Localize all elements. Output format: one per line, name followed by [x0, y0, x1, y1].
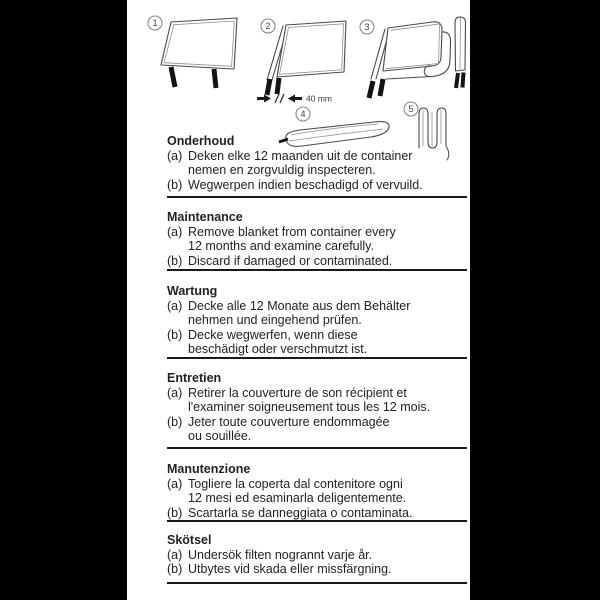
item-marker: (a) [167, 298, 183, 313]
item-text [188, 477, 469, 506]
item-marker: (b) [167, 253, 183, 268]
figure-1-unfolded-blanket [145, 12, 245, 97]
item-marker: (b) [167, 327, 183, 342]
section-maintenance [167, 210, 469, 271]
instruction-item [167, 178, 469, 193]
item-text [188, 254, 469, 269]
sheet-content [127, 0, 470, 600]
item-marker: (b) [167, 177, 183, 192]
step-4-number: 4 [300, 109, 306, 119]
item-marker: (b) [167, 562, 183, 577]
blanket-strap-icon [267, 79, 270, 95]
instruction-item [167, 506, 469, 521]
item-text [188, 386, 469, 415]
section-heading: Maintenance [167, 210, 243, 224]
blanket-strap-icon [380, 79, 383, 96]
text-line: Decke alle 12 Monate aus dem Behälter [188, 298, 411, 313]
blanket-strap-icon [456, 73, 458, 88]
section-divider [167, 196, 467, 199]
instruction-item [167, 562, 469, 577]
step-1-number: 1 [152, 18, 158, 28]
step-2-number: 2 [265, 21, 271, 31]
instruction-item [167, 225, 469, 254]
instruction-item [167, 149, 469, 178]
text-line: nemen en zorgvuldig inspecteren. [188, 163, 376, 178]
instruction-item [167, 415, 469, 444]
section-onderhoud [167, 134, 469, 198]
instruction-item [167, 386, 469, 415]
text-line: Togliere la coperta dal contenitore ogni [188, 476, 403, 491]
text-line: 12 mesi ed esaminarla deligentemente. [188, 491, 407, 506]
instruction-item [167, 477, 469, 506]
fold-dimension-label: 40 mm [306, 93, 332, 104]
section-wartung [167, 284, 469, 359]
text-line: Utbytes vid skada eller missfärgning. [188, 562, 392, 577]
text-line: Scartarla se danneggiata o contaminata. [188, 505, 413, 520]
roll-tuck-line [424, 66, 432, 77]
section-heading: Manutenzione [167, 462, 251, 476]
section-heading: Onderhoud [167, 134, 235, 148]
item-marker: (a) [167, 224, 183, 239]
instruction-item [167, 254, 469, 269]
text-line: Jeter toute couverture endommagée [188, 414, 390, 429]
step-5-number: 5 [408, 104, 414, 114]
section-divider [167, 357, 467, 360]
section-entretien [167, 371, 469, 449]
item-marker: (b) [167, 505, 183, 520]
text-line: Discard if damaged or contaminated. [188, 253, 393, 268]
item-marker: (a) [167, 476, 183, 491]
text-line: Deken elke 12 maanden uit de container [188, 148, 413, 163]
item-marker: (a) [167, 547, 183, 562]
item-text [188, 149, 469, 178]
item-text [188, 299, 469, 328]
text-line: nehmen und eingehend prüfen. [188, 313, 362, 328]
text-line: Decke wegwerfen, wenn diese [188, 327, 358, 342]
figure-3-rolling-blanket [358, 12, 470, 104]
instruction-item [167, 548, 469, 563]
text-line: ou souillée. [188, 429, 252, 444]
section-divider [167, 269, 467, 272]
section-skotsel [167, 533, 469, 584]
blanket-strap-icon [463, 73, 464, 88]
item-text [188, 548, 469, 563]
blanket-outline-icon [161, 18, 237, 69]
right-black-bar [470, 0, 600, 600]
item-text [188, 415, 469, 444]
item-text [188, 328, 469, 357]
section-heading: Wartung [167, 284, 218, 298]
section-divider [167, 447, 467, 450]
instruction-item [167, 328, 469, 357]
text-line: l'examiner soigneusement tous les 12 mois. [188, 400, 431, 415]
item-text [188, 562, 469, 577]
blanket-strap-icon [369, 81, 373, 98]
folded-blanket-outline-icon [277, 21, 346, 77]
section-heading: Skötsel [167, 533, 212, 547]
blanket-strap-icon [171, 67, 175, 87]
item-marker: (b) [167, 414, 183, 429]
instruction-item [167, 299, 469, 328]
item-text [188, 506, 469, 521]
item-marker: (a) [167, 148, 183, 163]
section-divider [167, 582, 467, 585]
text-line: Undersök filten nogrannt varje år. [188, 547, 373, 562]
text-line: Wegwerpen indien beschadigd of vervuild. [188, 177, 423, 192]
blanket-strap-icon [214, 69, 216, 88]
text-line: Remove blanket from container every [188, 224, 396, 239]
item-text [188, 225, 469, 254]
text-line: Retirer la couverture de son récipient et [188, 385, 407, 400]
section-manutenzione [167, 462, 469, 522]
text-line: 12 months and examine carefully. [188, 239, 374, 254]
item-marker: (a) [167, 385, 183, 400]
section-divider [167, 520, 467, 523]
figure-2-folded-blanket [256, 12, 356, 107]
text-line: beschädigt oder verschmutzt ist. [188, 342, 368, 357]
blanket-strap-icon [277, 78, 279, 94]
step-3-number: 3 [364, 22, 370, 32]
item-text [188, 178, 469, 193]
section-heading: Entretien [167, 371, 222, 385]
left-black-bar [0, 0, 127, 600]
rolling-blanket-outline-icon [383, 22, 442, 71]
